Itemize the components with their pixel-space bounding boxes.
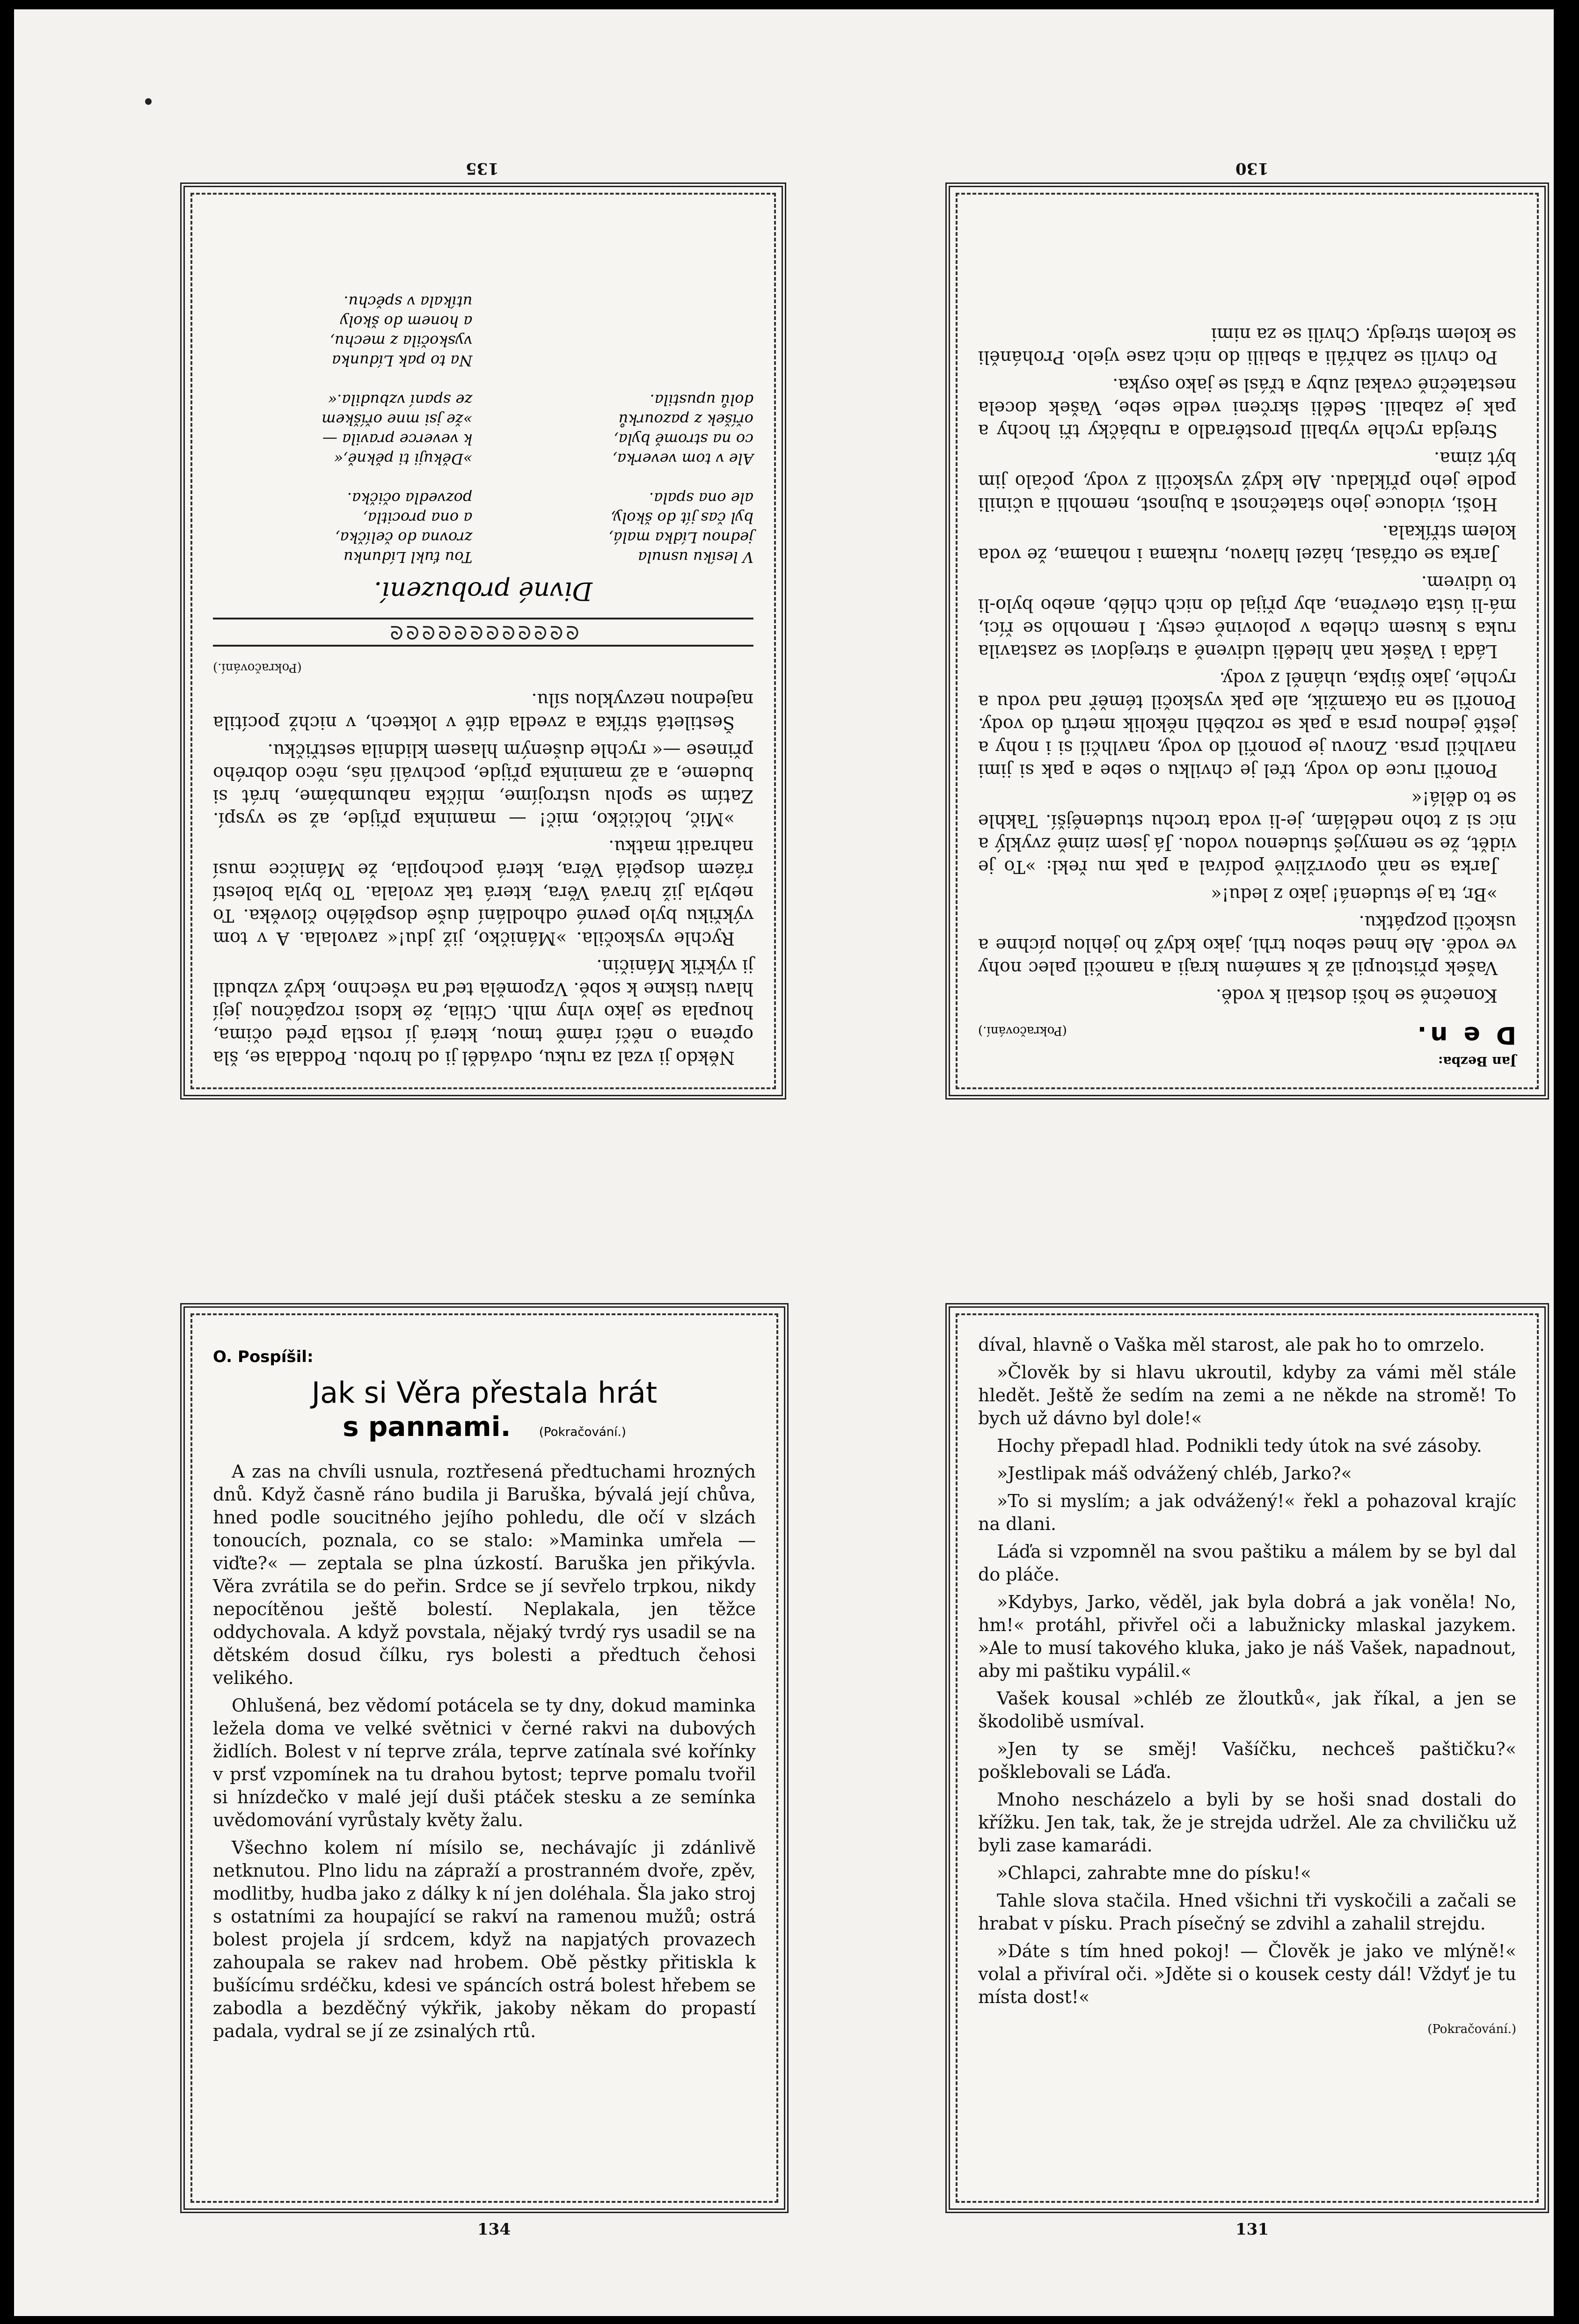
paragraph: A zas na chvíli usnula, roztřesená předtuchami hrozných dnů. Když časně ráno budila ji Baruška, bývalá její chůva, hned podle soucitného jejího pohledu, dle očí v slzách tonoucích, poznala, co se stalo: »Maminka umřela — viďte?« — zeptala se plna úzkostí. Baruška jen přikývla. Věra zvrátila se do peřin. Srdce se jí sevřelo trpkou, nikdy nepocítěnou ještě bolestí. Neplakala, jen těžce oddychovala. A když povstala, nějaký tvrdý rys usadil se na dětském dosud čílku, rys bolesti a předtuch čehosi velikého. <box>213 1461 756 1688</box>
poem-line: Tou ťukl Lídunku <box>344 548 473 566</box>
continued-note: (Pokračování.) <box>213 661 302 675</box>
poem-line: Na to pak Lídunka <box>332 352 473 370</box>
paragraph: »Dáte s tím hned pokoj! — Člověk je jako ve mlýně!« volal a přivíral oči. »Jděte si o kousek cesty dál! Vždyť je tu místa dost!« <box>978 1941 1516 2007</box>
paragraph: »Kdybys, Jarko, věděl, jak byla dobrá a jak voněla! No, hm!« protáhl, přivřel oči a labužnicky mlaskal jazykem. »Ale to musí takového kluka, jako je náš Vašek, napadnout, aby mi paštiku vypálil.« <box>978 1592 1516 1681</box>
paragraph: díval, hlavně o Vaška měl starost, ale pak ho to omrzelo. <box>978 1334 1485 1355</box>
paragraph: »To si myslím; a jak odvážený!« řekl a pohazoval krajíc na dlani. <box>978 1491 1516 1534</box>
paragraph: Strejda rychle vybalil prostěradlo a rubáčky tři hochy a pak je zabalil. Seděli skrčeni vedle sebe, Vašek docela nestatečně cvakal zuby a třásl se jako osyka. <box>978 375 1516 441</box>
story-header <box>978 1021 1516 1049</box>
paragraph: Jarka se otřásal, házel hlavou, rukama i nohama, že voda kolem stříkala. <box>978 522 1516 565</box>
paragraph: Vašek přistoupil až k samému kraji a namočil palec nohy ve vodě. Ale hned sebou trhl, jako když ho jehlou píchne a uskočil pozpátku. <box>978 912 1516 978</box>
poem-column-right <box>213 292 472 567</box>
paragraph: Ohlušená, bez vědomí potácela se ty dny, dokud maminka ležela doma ve velké světnici v černé rakvi na dubových židlích. Bolest v ní teprve zrála, teprve zatínala své kořínky v prsť vzpomínek na tu drahou bytost; teprve pomalu tvořil si hnízdečko v malé její duši ptáček stesku a ze semínka uvědomování vyrůstaly květy žalu. <box>213 1695 756 1830</box>
poem-line: k veverce pravila — <box>322 430 473 448</box>
poem-line: ale ona spala. <box>649 489 753 507</box>
story-text <box>978 323 1516 1007</box>
poem-line: a ona procitla, <box>363 509 473 527</box>
page-number: 131 <box>1235 2220 1269 2239</box>
continued-note: (Pokračování.) <box>1427 2022 1516 2036</box>
poem-line <box>213 469 472 488</box>
page-number: 130 <box>1235 159 1269 178</box>
paragraph: Jarka se naň opovržlivě podíval a pak mu řekl: »To je vidět, že se nemyješ studenou vodou. Já jsem zimě zvyklý a nic si z toho nedělám, je-li voda trochu studenější. Takhle se to dělá!« <box>978 788 1516 877</box>
story-title: D e n. <box>1413 1021 1516 1049</box>
poem-line: »Děkuji ti pěkně,« <box>334 450 473 468</box>
poem-column-left <box>494 292 753 567</box>
paragraph: Tahle slova stačila. Hned všichni tři vyskočili a začali se hrabat v písku. Prach písečný se zdvihl a zahalil strejdu. <box>978 1890 1516 1934</box>
poem-line: vyskočila z mechu, <box>329 332 473 350</box>
scanned-sheet <box>14 9 1554 2316</box>
paragraph: Všechno kolem ní mísilo se, nechávajíc ji zdánlivě netknutou. Plno lidu na zápraží a prostranném dvoře, zpěv, modlitby, hudba jako z dálky k ní jen doléhala. Šla jako stroj s ostatními za houpající se rakví na ramenou mužů; ostrá bolest projela jí srdcem, když na napjatých provazech zahoupala se rakev nad hrobem. Obě pěstky přitiskla k bušícímu srdéčku, kdesi ve spáncích ostrá bolest hřebem se zabodla a bezděčný výkřik, jakoby někam do propastí padala, vydral se jí ze zsinalých rtů. <box>213 1837 756 2041</box>
story-title-part: s pannami. <box>343 1411 511 1442</box>
poem-line <box>494 469 753 488</box>
poem-line <box>213 371 472 390</box>
poem-line: a honem do školy <box>340 313 473 330</box>
poem-line: jednou Lídka malá, <box>608 529 753 546</box>
author: Jan Bezba: <box>1438 1054 1516 1069</box>
paragraph: »Člověk by si hlavu ukroutil, kdyby za vámi měl stále hledět. Ještě že sedím na zemi a ne někde na stromě! To bych už dávno byl dole!« <box>978 1362 1516 1428</box>
paragraph: Láďa i Vašek naň hleděli udiveně a strejdovi se zastavila ruka s kusem chleba v polovině cesty. I nemohlo se říci, má-li ústa otevřena, aby přijal do nich chléb, anebo bylo-li to údivem. <box>978 572 1516 662</box>
poem-line: ze spaní vzbudila.« <box>328 391 473 409</box>
paragraph: Ponořil ruce do vody, třel je chvilku o sebe a pak si jimi navlhčil prsa. Znovu je ponořil do vody, navlhčil si i nohy a ještě jednou prsa a pak se rozběhl několik metrů do vody. Ponořil se na okamžik, ale pak vyskočil téměř nad vodu a rychle, jako šipka, uháněl z vody. <box>978 669 1516 781</box>
poem-line: pozvedla očička. <box>347 489 473 507</box>
paragraph: Hoši, vidouce jeho statečnost a bujnost, nemohli a učinili podle jeho příkladu. Ale když vyskočili z vody, počalo jim být zima. <box>978 448 1516 515</box>
dust-mark <box>145 98 152 105</box>
poem-line: utíkala v spěchu. <box>344 293 473 311</box>
paragraph: »Chlapci, zahrabte mne do písku!« <box>997 1863 1312 1883</box>
continued-note: (Pokračování.) <box>978 1024 1067 1038</box>
paragraph: Někdo ji vzal za ruku, odváděl ji od hrobu. Poddala se, šla opřena o něčí rámě tmou, která jí rostla před očima, houpala se jako vlny mlh. Cítila, že kdosi rozpáčnou její hlavu tiskne k sobě. Vzpoměla teď na všechno, když vzbudil ji výkřik Máničin. <box>213 956 753 1068</box>
page-panel-135 <box>180 182 786 1100</box>
page-number: 135 <box>466 159 499 178</box>
poem <box>213 292 753 567</box>
paragraph: Vašek kousal »chléb ze žloutků«, jak říkal, a jen se škodolibě usmíval. <box>978 1688 1516 1732</box>
paragraph: Rychle vyskočila. »Máničko, již jdu!« zavolala. A v tom výkřiku bylo pevné odhodlání duše dospělého člověka. To nebyla již hravá Věra, která tak zvolala. To byla bolestí rázem dospělá Věra, která pochopila, že Máničce musí nahradit matku. <box>213 837 753 949</box>
page-panel-130 <box>945 182 1549 1100</box>
poem-title: Divné probuzení. <box>374 576 592 606</box>
story-title: Jak si Věra přestala hrát <box>311 1376 658 1410</box>
page-panel-134 <box>180 1303 789 2213</box>
paragraph: Láďa si vzpomněl na svou paštiku a málem by se byl dal do pláče. <box>978 1541 1516 1585</box>
poem-line: Ale v tom veverka, <box>612 450 753 468</box>
poem-line: co na stromě byla, <box>614 430 753 448</box>
continued-note: (Pokračování.) <box>539 1425 626 1439</box>
paragraph: Šestiletá stříka a zvedla dítě v loktech, v nichž pocítila najednou nezvyklou sílu. <box>213 690 753 733</box>
poem-line: byl čas jít do školy, <box>611 509 753 527</box>
paragraph: Mnoho nescházelo a byli by se hoši snad dostali do křížku. Jen tak, tak, že je strejda udržel. Ale za chviličku už byli zase kamarádi. <box>978 1789 1516 1856</box>
page-panel-131 <box>945 1303 1549 2213</box>
poem-line: zrovna do čelíčka, <box>335 529 473 546</box>
paragraph: Konečně se hoši dostali k vodě. <box>1215 985 1498 1006</box>
ornament-divider: ᘓᘓᘓᘓᘓᘓᘓᘓᘓᘓᘓᘓ <box>213 618 753 647</box>
paragraph: »Jen ty se směj! Vašíčku, nechceš paštičku?« pošklebovali se Láďa. <box>978 1739 1516 1782</box>
poem-line: oříšek z pazourků <box>618 411 753 429</box>
paragraph: Hochy přepadl hlad. Podnikli tedy útok na své zásoby. <box>997 1435 1482 1456</box>
story-text <box>213 1460 756 2043</box>
paragraph: »Br, ta je studená! jako z ledu!« <box>1211 884 1498 905</box>
author: O. Pospíšil: <box>213 1348 314 1366</box>
poem-line: »že jsi mne oříškem <box>322 411 473 429</box>
paragraph: »Mič, holčičko, mič! — maminka přijde, až se vyspí. Zatím se spolu ustrojíme, mlíčka nabumbáme, hrát si budeme, a až maminka přijde, pochválí nás, něco dobrého přinese —« rychle dušeným hlasem klidnila sestřičku. <box>213 740 753 830</box>
story-text <box>978 1333 1516 2041</box>
story-continuation <box>213 656 753 1069</box>
page-number: 134 <box>477 2220 511 2239</box>
story-title-line2 <box>213 1410 756 1449</box>
paragraph: Po chvíli se zahřáli a sbalili do nich zase vjelo. Proháněli se kolem strejdy. Chvíli se za nimi <box>978 324 1516 368</box>
poem-line: V lesíku usnula <box>638 548 753 566</box>
paragraph: »Jestlipak máš odvážený chléb, Jarko?« <box>997 1463 1352 1484</box>
poem-line: dolů upustila. <box>650 391 753 409</box>
